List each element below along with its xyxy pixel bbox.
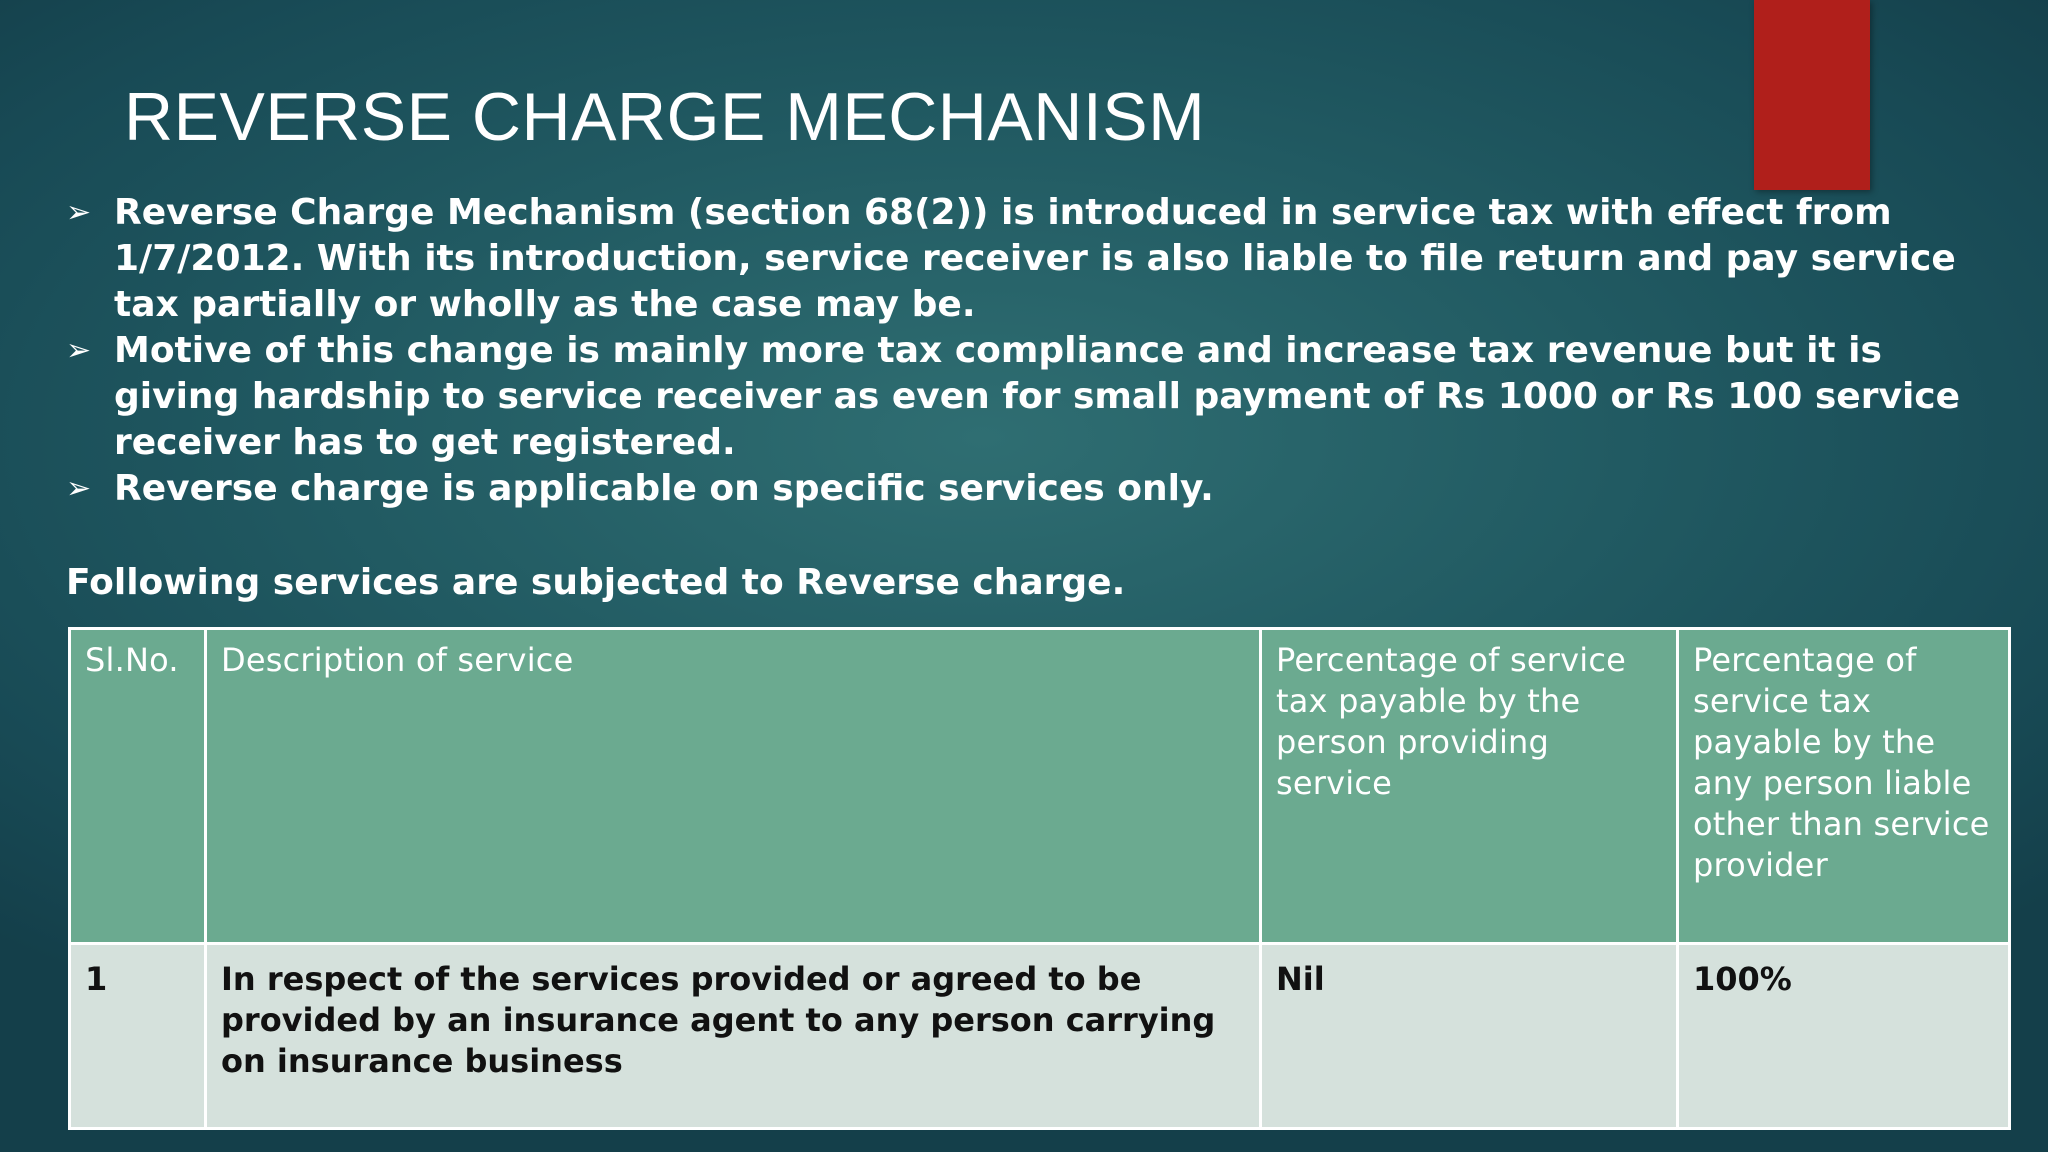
red-accent-tab — [1754, 0, 1870, 190]
column-header-receiver-percentage: Percentage of service tax payable by the any person liable other than service provider — [1678, 629, 2010, 944]
cell-sl-no: 1 — [70, 944, 206, 1129]
cell-description: In respect of the services provided or agreed to be provided by an insurance agent to any person carrying on insurance business — [206, 944, 1261, 1129]
cell-provider-percentage: Nil — [1261, 944, 1678, 1129]
arrowhead-bullet-icon: ➢ — [66, 333, 92, 368]
table-row — [70, 944, 2010, 1129]
bullet-text: Reverse Charge Mechanism (section 68(2)) is introduced in service tax with effect from 1/7/2012. With its introduction, service receiver is also liable to file return and pay service tax partially or wholly as the case may be. — [114, 192, 1956, 325]
reverse-charge-table — [68, 627, 2011, 1130]
cell-receiver-percentage: 100% — [1678, 944, 2010, 1129]
bullet-item — [66, 328, 2006, 466]
bullet-text: Motive of this change is mainly more tax compliance and increase tax revenue but it is giving hardship to service receiver as even for small payment of Rs 1000 or Rs 100 service receiver has to get registered. — [114, 330, 1961, 463]
table-header-row — [70, 629, 2010, 944]
bullet-item — [66, 466, 2006, 512]
column-header-description: Description of service — [206, 629, 1261, 944]
column-header-provider-percentage: Percentage of service tax payable by the person providing service — [1261, 629, 1678, 944]
column-header-sl-no: Sl.No. — [70, 629, 206, 944]
table-caption: Following services are subjected to Reverse charge. — [66, 562, 1126, 603]
bullet-text: Reverse charge is applicable on specific services only. — [114, 468, 1214, 509]
bullet-list — [66, 190, 2006, 512]
bullet-item — [66, 190, 2006, 328]
arrowhead-bullet-icon: ➢ — [66, 471, 92, 506]
slide-title: REVERSE CHARGE MECHANISM — [124, 79, 1206, 155]
arrowhead-bullet-icon: ➢ — [66, 195, 92, 230]
